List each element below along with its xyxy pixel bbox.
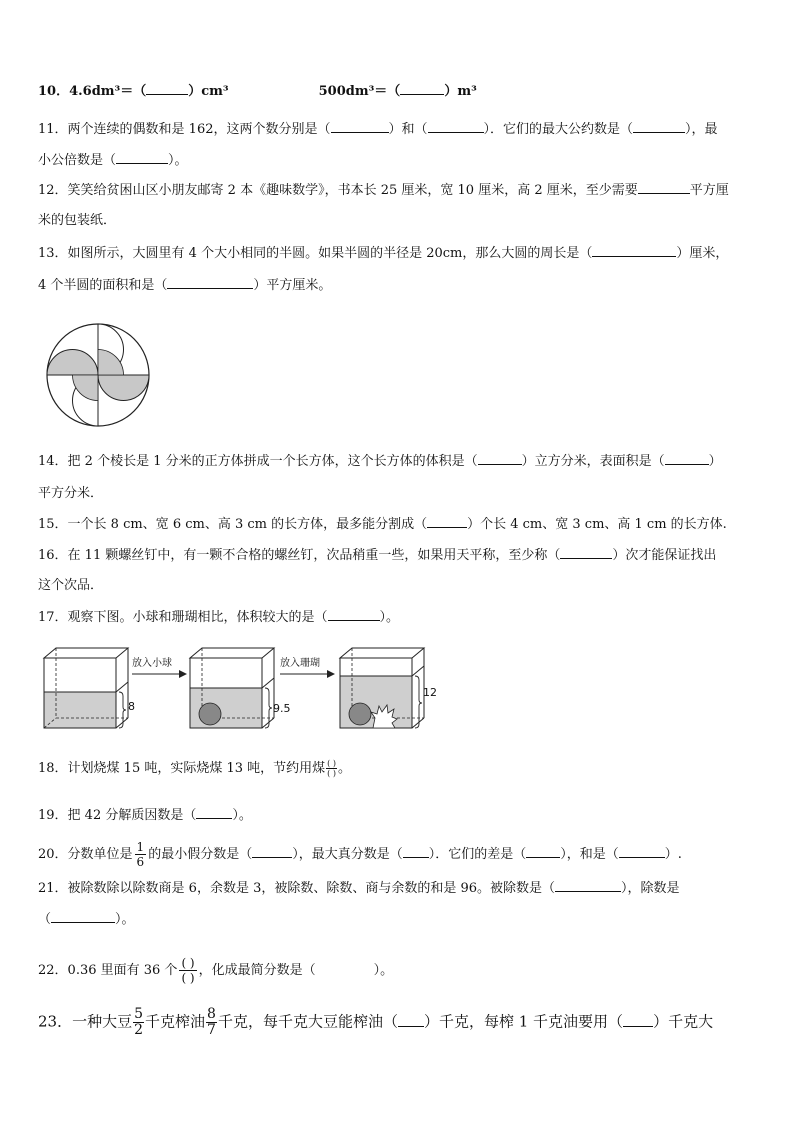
tank-1 — [44, 648, 128, 728]
answer-blank[interactable] — [398, 1012, 424, 1027]
fraction: $\frac{5}{2}$ — [134, 1006, 144, 1038]
answer-blank[interactable] — [328, 608, 380, 621]
question-15: 15．一个长 8 cm、宽 6 cm、高 3 cm 的长方体，最多能分割成（ ）个长 4 cm、宽 3 cm、高 1 cm 的长方体. — [38, 517, 727, 532]
answer-blank[interactable] — [619, 845, 665, 858]
tank-3 — [340, 648, 424, 728]
answer-blank[interactable] — [665, 452, 709, 465]
question-17: 17．观察下图。小球和珊瑚相比，体积较大的是（ ）。 — [38, 610, 400, 625]
tank1-height: 8 — [128, 700, 135, 713]
question-11-line2: 小公倍数是（ ）。 — [38, 153, 188, 168]
answer-blank[interactable] — [526, 845, 560, 858]
answer-blank[interactable] — [400, 82, 444, 95]
four-semicircles-figure — [40, 323, 160, 427]
question-18: 18．计划烧煤 15 吨，实际烧煤 13 吨，节约用煤 $\frac{( )}{( )}$ 。 — [38, 759, 351, 778]
answer-blank[interactable] — [167, 276, 253, 289]
tank2-height: 9.5 — [273, 702, 291, 715]
answer-blank[interactable] — [403, 845, 429, 858]
question-21-line2: （ ）。 — [38, 912, 135, 927]
answer-blank[interactable] — [638, 181, 690, 194]
ball-icon — [349, 703, 371, 725]
question-10: 10．4.6dm³＝（ ）cm³ 500dm³＝（ ）m³ — [38, 84, 477, 99]
question-11-line1: 11．两个连续的偶数和是 162，这两个数分别是（ ）和（ ）．它们的最大公约数是（ ），最 — [38, 122, 718, 137]
answer-blank[interactable] — [428, 120, 484, 133]
answer-blank[interactable] — [146, 82, 188, 95]
question-13-line2: 4 个半圆的面积和是（ ）平方厘米。 — [38, 278, 332, 293]
answer-blank[interactable] — [555, 879, 621, 892]
water-tank-figure — [40, 644, 440, 732]
answer-blank[interactable] — [592, 244, 676, 257]
answer-blank[interactable] — [252, 845, 292, 858]
fraction-blank[interactable]: $\frac{( )}{( )}$ — [181, 956, 195, 985]
question-16-line2: 这个次品． — [38, 578, 104, 593]
answer-blank[interactable] — [560, 546, 612, 559]
answer-blank[interactable] — [633, 120, 685, 133]
question-19: 19．把 42 分解质因数是（ ）。 — [38, 808, 252, 823]
question-21-line1: 21．被除数除以除数商是 6，余数是 3，被除数、除数、商与余数的和是 96。被除数是（ ），除数是 — [38, 881, 680, 896]
tank-2 — [190, 648, 274, 728]
question-14-line1: 14．把 2 个棱长是 1 分米的正方体拼成一个长方体，这个长方体的体积是（ ）立方分米，表面积是（ ） — [38, 454, 722, 469]
fraction: $\frac{1}{6}$ — [136, 840, 145, 869]
answer-blank[interactable] — [116, 151, 168, 164]
arrow1-label: 放入小球 — [132, 658, 172, 669]
answer-blank[interactable] — [51, 910, 115, 923]
question-16-line1: 16．在 11 颗螺丝钉中，有一颗不合格的螺丝钉，次品稍重一些，如果用天平称，至少称（ ）次才能保证找出 — [38, 548, 717, 563]
answer-blank[interactable] — [623, 1012, 653, 1027]
answer-blank[interactable] — [427, 515, 467, 528]
arrow2-label: 放入珊瑚 — [280, 658, 320, 669]
ball-icon — [199, 703, 221, 725]
answer-blank[interactable] — [478, 452, 522, 465]
question-12-line1: 12．笑笑给贫困山区小朋友邮寄 2 本《趣味数学》，书本长 25 厘米，宽 10 厘米，高 2 厘米，至少需要 平方厘 — [38, 183, 729, 198]
answer-blank[interactable] — [331, 120, 389, 133]
question-23: 23．一种大豆 $\frac{5}{2}$ 千克榨油 $\frac{8}{7}$ 千克，每千克大豆能榨油（ ）千克，每榨 1 千克油要用（ ）千克大 — [38, 1006, 714, 1038]
question-14-line2: 平方分米． — [38, 486, 104, 501]
fraction-blank[interactable]: $\frac{( )}{( )}$ — [327, 759, 336, 778]
answer-blank[interactable] — [196, 806, 232, 819]
question-13-line1: 13．如图所示，大圆里有 4 个大小相同的半圆。如果半圆的半径是 20cm，那么大圆的周长是（ ）厘米， — [38, 246, 729, 261]
question-12-line2: 米的包装纸． — [38, 213, 117, 228]
question-22: 22．0.36 里面有 36 个 $\frac{( )}{( )}$ ，化成最简分数是（ ）。 — [38, 956, 394, 985]
fraction: $\frac{8}{7}$ — [207, 1006, 216, 1038]
question-20: 20．分数单位是 $\frac{1}{6}$ 的最小假分数是（ ），最大真分数是（ ）．它们的差是（ ），和是（ ）. — [38, 840, 682, 869]
tank3-height: 12 — [423, 686, 437, 699]
